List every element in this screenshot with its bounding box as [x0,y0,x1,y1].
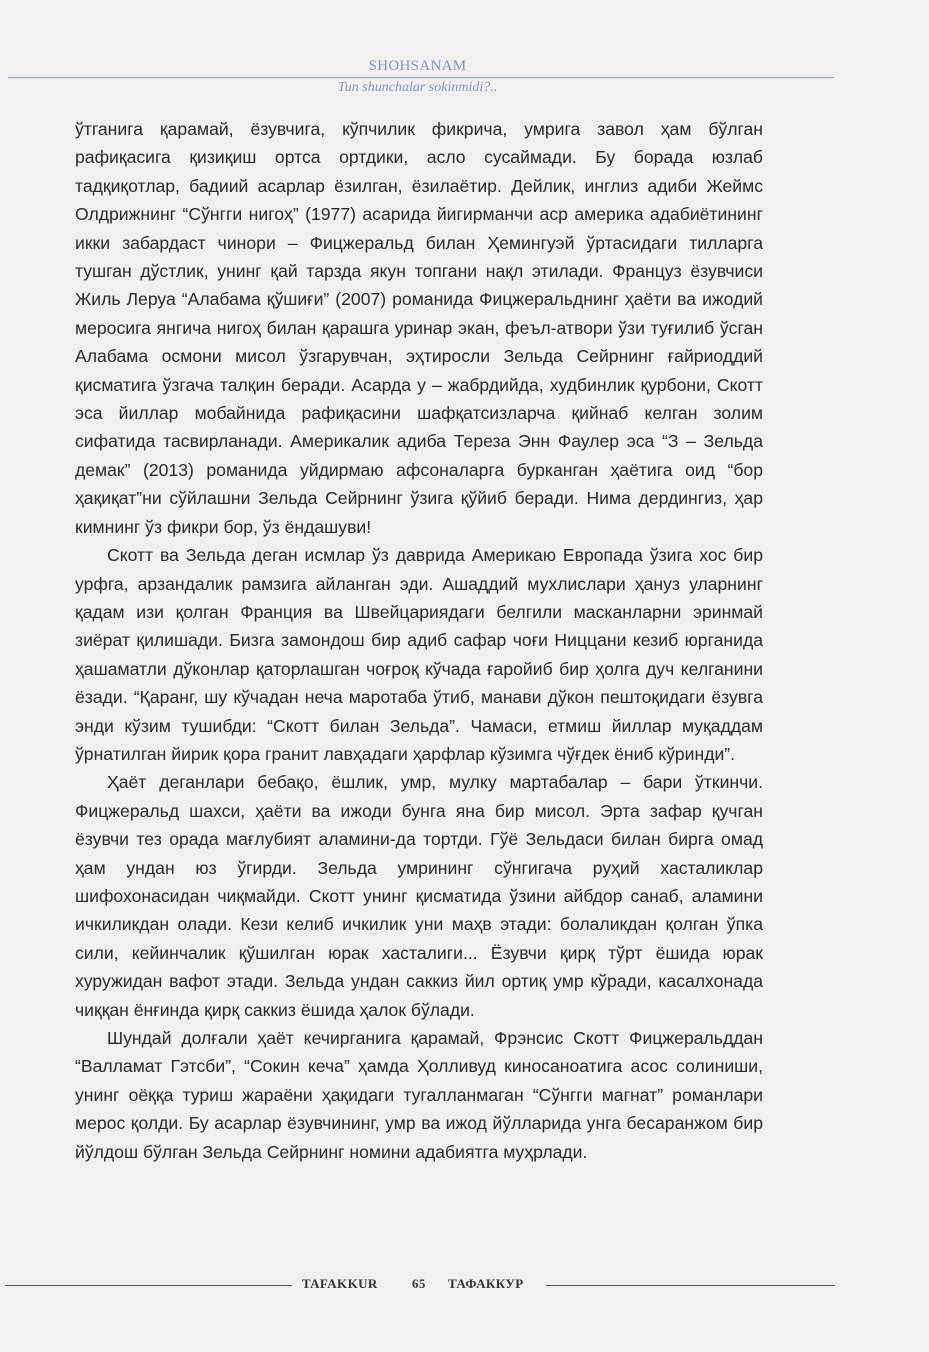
header-title: SHOHSANAM [368,58,467,74]
page-number: 65 [412,1276,426,1291]
running-header [0,56,929,100]
paragraph-2: Скотт ва Зельда деган исмлар ўз даврида Америкаю Европада ўзига хос бир урфга, арзандалик рамзига айланган эди. Ашаддий мухлислари ҳануз уларнинг қадам изи қолган Франция ва Швейцариядаги белгили масканларни эринмай зиёрат қилишади. Бизга замондош бир адиб сафар чоғи Ниццани кезиб юрганида ҳашаматли дўконлар қаторлашган чоғроқ кўчада ғаройиб бир ҳолга дуч келганини ёзади. “Қаранг, шу кўчадан неча маротаба ўтиб, манави дўкон пештоқидаги ёзувга энди кўзим тушибди: “Скотт билан Зельда”. Чамаси, етмиш йиллар муқаддам ўрнатилган йирик қора гранит лавҳадаги ҳарфлар кўзимга чўғдек ёниб кўринди”. [75,545,763,764]
footer-magazine-latin: TAFAKKUR [302,1276,378,1291]
footer-right-divider [546,1285,835,1286]
page-footer [0,1275,929,1295]
footer-left-divider [5,1285,292,1286]
footer-magazine-cyrillic: ТАФАККУР [448,1276,524,1291]
header-divider [8,77,834,78]
paragraph-3: Ҳаёт деганлари бебақо, ёшлик, умр, мулку мартабалар – бари ўткинчи. Фицжеральд шахси, ҳаёти ва ижоди бунга яна бир мисол. Эрта зафар қучган ёзувчи тез орада мағлубият аламини-да тортди. Гўё Зельдаси билан бирга омад ҳам ундан юз ўгирди. Зельда умрининг сўнгигача руҳий хасталиклар шифохонасидан чиқмайди. Скотт унинг қисматида ўзини айбдор санаб, аламини ичкиликдан олади. Кези келиб ичкилик уни маҳв этади: болаликдан қолган ўпка сили, кейинчалик қўшилган юрак хасталиги... Ёзувчи қирқ тўрт ёшида юрак хуружидан вафот этади. Зельда ундан саккиз йил ортиқ умр кўради, касалхонада чиққан ёнғинда қирқ саккиз ёшида ҳалок бўлади. [75,772,763,1020]
header-subtitle: Tun shunchalar sokinmidi?.. [337,80,498,95]
article-body [75,115,763,1166]
paragraph-4: Шундай долғали ҳаёт кечирганига қарамай, Фрэнсис Скотт Фицжеральддан “Валламат Гэтсби”, “Сокин кеча” ҳамда Ҳолливуд киносаноатига асос солиниши, унинг оёққа туриш жараёни ҳақидаги тугалланмаган “Сўнгги магнат” романлари мерос қолди. Бу асарлар ёзувчининг, умр ва ижод йўлларида унга бесаранжом бир йўлдош бўлган Зельда Сейрнинг номини адабиятга муҳрлади. [75,1028,763,1162]
paragraph-1: ўтганига қарамай, ёзувчига, кўпчилик фикрича, умрига завол ҳам бўлган рафиқасига қизиқиш ортса ортдики, асло сусаймади. Бу борада юзлаб тадқиқотлар, бадиий асарлар ёзилган, ёзилаётир. Дейлик, инглиз адиби Жеймс Олдрижнинг “Сўнгги нигоҳ” (1977) асарида йигирманчи аср америка адабиётининг икки забардаст чинори – Фицжеральд билан Ҳемингуэй ўртасидаги тилларга тушган дўстлик, унинг қай тарзда якун топгани нақл этилади. Француз ёзувчиси Жиль Леруа “Алабама қўшиғи” (2007) романида Фицжеральднинг ҳаёти ва ижодий меросига янгича нигоҳ билан қарашга уринар экан, феъл-атвори ўзи туғилиб ўсган Алабама осмони мисол ўзгарувчан, эҳтиросли Зельда Сейрнинг ғайриоддий қисматига ўзгача талқин беради. Асарда у – жабрдийда, худбинлик қурбони, Скотт эса йиллар мобайнида рафиқасини шафқатсизларча қийнаб келган золим сифатида тасвирланади. Америкалик адиба Тереза Энн Фаулер эса “З – Зельда демак” (2013) романида уйдирмаю афсоналарга бурканган ҳаётига оид “бор ҳақиқат”ни сўйлашни Зельда Сейрнинг ўзига қўйиб беради. Нима дердингиз, ҳар кимнинг ўз фикри бор, ўз ёндашуви! [75,119,763,537]
